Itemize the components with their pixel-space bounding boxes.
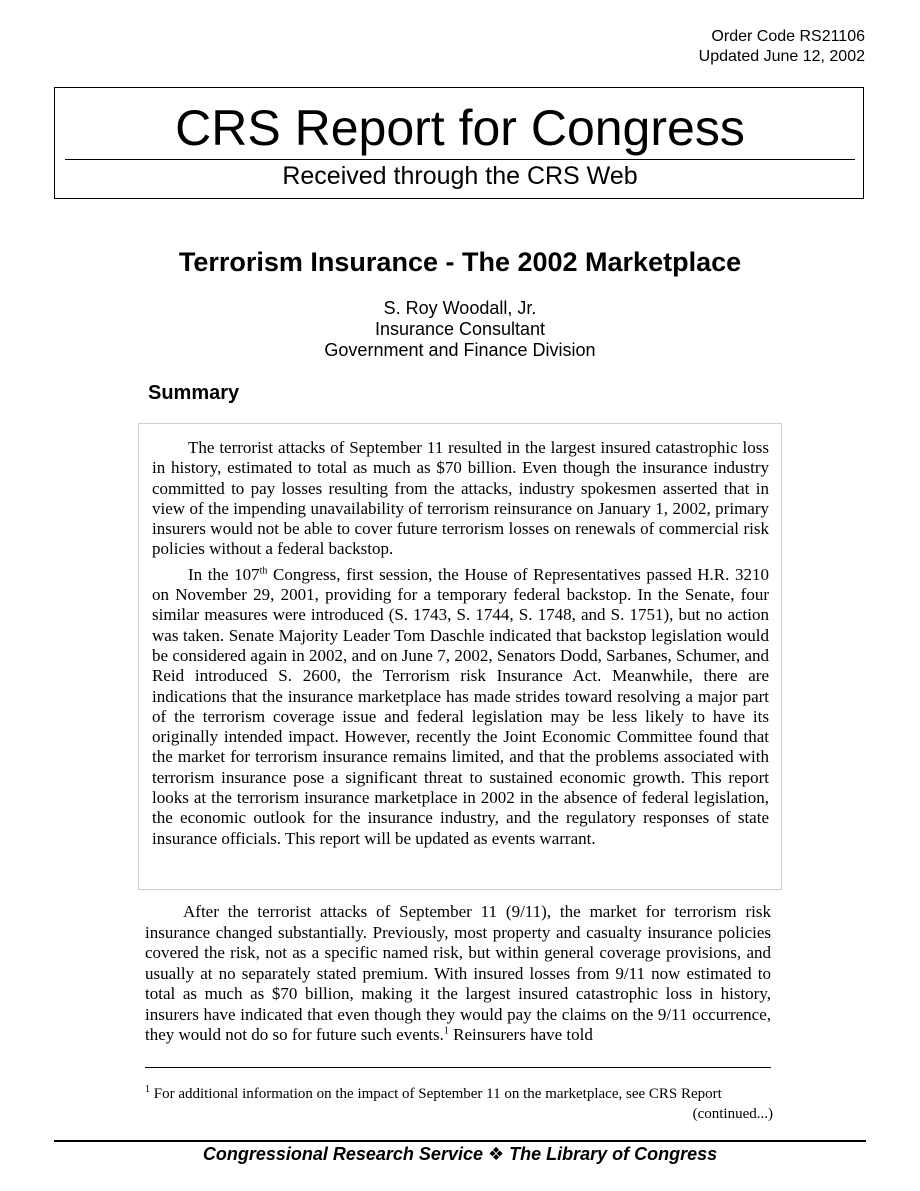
footnote-mark: 1 (145, 1084, 150, 1095)
updated-date: Updated June 12, 2002 (698, 48, 865, 65)
summary-paragraph-1: The terrorist attacks of September 11 resulted in the largest insured catastrophic loss in history, estimated to total as much as $70 billion. Even though the insurance industry committed to pay losses resulting from the attacks, industry spokesmen asserted that in view of the impending unavailability of terrorism reinsurance on January 1, 2002, primary insurers would not be able to cover future terrorism losses on renewals of commercial risk policies without a federal backstop. (152, 438, 769, 559)
author-block (0, 298, 920, 361)
author-name: S. Roy Woodall, Jr. (383, 298, 537, 318)
banner-divider (65, 159, 855, 160)
footnote-text: For additional information on the impact of September 11 on the marketplace, see CRS Report (150, 1086, 722, 1102)
author-division: Government and Finance Division (324, 340, 596, 360)
body-paragraph-1 (145, 902, 771, 1046)
document-title: Terrorism Insurance - The 2002 Marketplace (178, 247, 742, 277)
report-banner-subtitle: Received through the CRS Web (282, 162, 638, 190)
footnote-reference[interactable]: 1 (443, 1025, 449, 1037)
ordinal-superscript: th (259, 565, 268, 577)
summary-p2-rest: Congress, first session, the House of Representatives passed H.R. 3210 on November 29, 2001, providing for a temporary federal backstop. In the Senate, four similar measures were introduced (S. 1743, S. 1744, S. 1748, and S. 1751), but no action was taken. Senate Majority Leader Tom Daschle indicated that backstop legislation would be considered again in 2002, and on June 7, 2002, Senators Dodd, Sarbanes, Schumer, and Reid introduced S. 2600, the Terrorism risk Insurance Act. Meanwhile, there are indications that the insurance marketplace has made strides toward resolving a major part of the terrorism coverage issue and federal legislation may be less likely to have its originally intended impact. However, recently the Joint Economic Committee found that the market for terrorism insurance remains limited, and that the problems associated with terrorism insurance pose a significant threat to sustained economic growth. This report looks at the terrorism insurance marketplace in 2002 in the absence of federal legislation, the economic outlook for the insurance industry, and the regulatory responses of state insurance officials. This report will be updated as events warrant. (152, 564, 769, 848)
body-p1-tail: Reinsurers have told (448, 1025, 593, 1044)
summary-text (152, 438, 769, 854)
footnote-continued: (continued...) (692, 1106, 773, 1122)
order-code: Order Code RS21106 (711, 28, 865, 45)
body-text (145, 902, 771, 1046)
footnote-divider (145, 1067, 771, 1068)
order-info (699, 27, 865, 67)
summary-paragraph-2 (152, 565, 769, 849)
footer-divider (54, 1140, 866, 1142)
author-role: Insurance Consultant (374, 319, 546, 339)
summary-p2-lead: In the 107 (188, 564, 260, 584)
footnote (145, 1084, 773, 1124)
body-p1-main: After the terrorist attacks of September 11 (9/11), the market for terrorism risk insurance changed substantially. Previously, most property and casualty insurance policies covered the risk, not as a specific named risk, but within general coverage provisions, and usually at no separately stated premium. With insured losses from 9/11 now estimated to total as much as $70 billion, making it the largest insured catastrophic loss in history, insurers have indicated that even though they would pay the claims on the 9/11 occurrence, they would not do so for future such events. (145, 902, 771, 1044)
summary-heading: Summary (148, 382, 240, 404)
report-banner-title: CRS Report for Congress (175, 100, 745, 156)
page-footer: Congressional Research Service ❖ The Library of Congress (202, 1144, 718, 1164)
